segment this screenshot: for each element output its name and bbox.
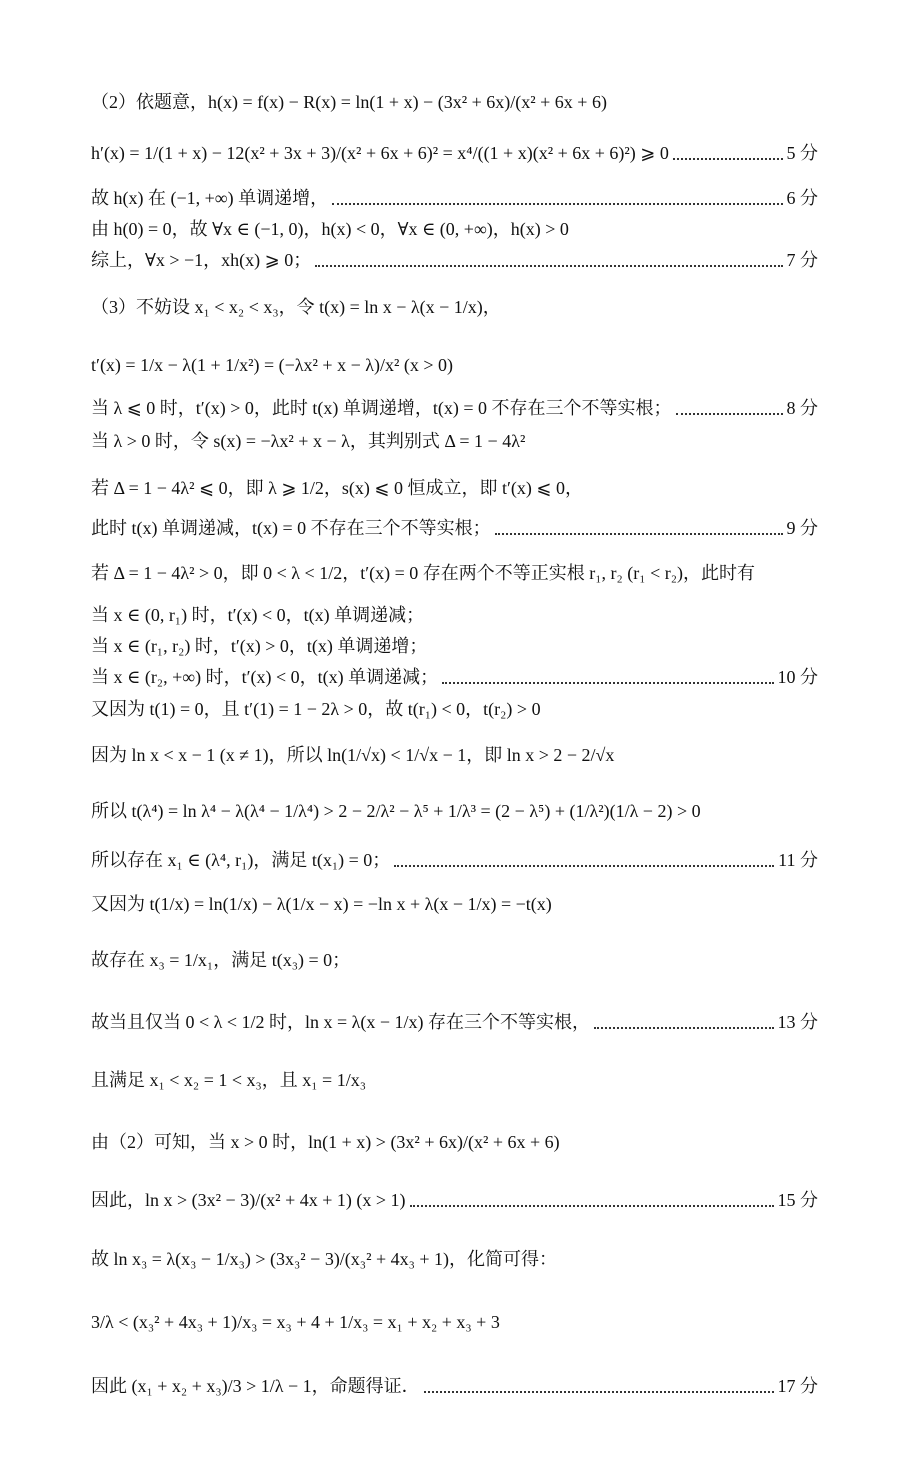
line-text: 当 λ > 0 时，令 s(x) = −λx² + x − λ，其判别式 Δ = 1 − 4λ² [91, 431, 526, 451]
line-text: 此时 t(x) 单调递减，t(x) = 0 不存在三个不等实根； [91, 518, 491, 538]
line-22 [91, 1010, 818, 1034]
line-4 [91, 217, 818, 241]
leader-dots [442, 682, 773, 684]
line-6 [91, 295, 818, 319]
line-text: 且满足 x₁ < x₂ = 1 < x₃，且 x₁ = 1/x₃ [91, 1070, 366, 1090]
line-text: 因此 (x₁ + x₂ + x₃)/3 > 1/λ − 1，命题得证． [91, 1376, 420, 1396]
line-9 [91, 429, 818, 453]
score-mark: 6 分 [786, 188, 818, 208]
line-7 [91, 353, 818, 377]
line-26 [91, 1247, 818, 1271]
line-text: 由 h(0) = 0，故 ∀x ∈ (−1, 0)，h(x) < 0，∀x ∈ (0, +∞)，h(x) > 0 [91, 219, 569, 239]
line-text: （3）不妨设 x₁ < x₂ < x₃，令 t(x) = ln x − λ(x − 1/x)， [91, 297, 501, 317]
leader-dots [424, 1391, 774, 1393]
line-text: 故 h(x) 在 (−1, +∞) 单调递增， [91, 188, 329, 208]
line-text: 当 λ ⩽ 0 时，t′(x) > 0，此时 t(x) 单调递增，t(x) = 0 不存在三个不等实根； [91, 398, 672, 418]
line-1 [91, 90, 818, 114]
line-18 [91, 799, 818, 823]
score-mark: 13 分 [777, 1012, 818, 1032]
line-text: （2）依题意，h(x) = f(x) − R(x) = ln(1 + x) − (3x² + 6x)/(x² + 6x + 6) [91, 92, 607, 112]
line-13 [91, 603, 818, 627]
leader-dots [676, 413, 783, 415]
line-text: 当 x ∈ (0, r₁) 时，t′(x) < 0，t(x) 单调递减； [91, 605, 425, 625]
line-5 [91, 248, 818, 272]
line-text: 因此，ln x > (3x² − 3)/(x² + 4x + 1) (x > 1) [91, 1190, 406, 1210]
line-16 [91, 697, 818, 721]
line-text: 又因为 t(1/x) = ln(1/x) − λ(1/x − x) = −ln x + λ(x − 1/x) = −t(x) [91, 894, 552, 914]
line-text: 综上，∀x > −1，xh(x) ⩾ 0； [91, 250, 312, 270]
score-mark: 15 分 [777, 1190, 818, 1210]
line-text: 3/λ < (x₃² + 4x₃ + 1)/x₃ = x₃ + 4 + 1/x₃ = x₁ + x₂ + x₃ + 3 [91, 1312, 500, 1332]
leader-dots [673, 158, 783, 160]
line-text: 故 ln x₃ = λ(x₃ − 1/x₃) > (3x₃² − 3)/(x₃² + 4x₃ + 1)，化简可得： [91, 1249, 558, 1269]
leader-dots [495, 533, 783, 535]
line-10 [91, 476, 818, 500]
score-mark: 8 分 [786, 398, 818, 418]
leader-dots [315, 265, 782, 267]
line-11 [91, 516, 818, 540]
line-17 [91, 743, 818, 767]
line-27 [91, 1310, 818, 1334]
line-text: 故存在 x₃ = 1/x₁，满足 t(x₃) = 0； [91, 950, 351, 970]
line-text: 若 Δ = 1 − 4λ² > 0，即 0 < λ < 1/2，t′(x) = 0 存在两个不等正实根 r₁, r₂ (r₁ < r₂)，此时有 [91, 563, 755, 583]
leader-dots [410, 1205, 774, 1207]
line-text: 又因为 t(1) = 0，且 t′(1) = 1 − 2λ > 0，故 t(r₁) < 0，t(r₂) > 0 [91, 699, 541, 719]
line-21 [91, 948, 818, 972]
line-text: t′(x) = 1/x − λ(1 + 1/x²) = (−λx² + x − λ)/x² (x > 0) [91, 355, 453, 375]
line-text: 若 Δ = 1 − 4λ² ⩽ 0，即 λ ⩾ 1/2，s(x) ⩽ 0 恒成立，即 t′(x) ⩽ 0， [91, 478, 583, 498]
line-19 [91, 848, 818, 872]
leader-dots [594, 1027, 773, 1029]
line-14 [91, 634, 818, 658]
line-15 [91, 665, 818, 689]
line-text: 所以 t(λ⁴) = ln λ⁴ − λ(λ⁴ − 1/λ⁴) > 2 − 2/λ² − λ⁵ + 1/λ³ = (2 − λ⁵) + (1/λ²)(1/λ − 2) > 0 [91, 801, 701, 821]
line-2 [91, 141, 818, 165]
line-8 [91, 396, 818, 420]
line-text: 所以存在 x₁ ∈ (λ⁴, r₁)，满足 t(x₁) = 0； [91, 850, 391, 870]
line-text: h′(x) = 1/(1 + x) − 12(x² + 3x + 3)/(x² + 6x + 6)² = x⁴/((1 + x)(x² + 6x + 6)²) ⩾ 0 [91, 143, 669, 163]
line-24 [91, 1130, 818, 1154]
line-text: 故当且仅当 0 < λ < 1/2 时，ln x = λ(x − 1/x) 存在三个不等实根， [91, 1012, 591, 1032]
leader-dots [332, 203, 782, 205]
line-3 [91, 186, 818, 210]
score-mark: 5 分 [786, 143, 818, 163]
line-25 [91, 1188, 818, 1212]
line-text: 当 x ∈ (r₁, r₂) 时，t′(x) > 0，t(x) 单调递增； [91, 636, 428, 656]
score-mark: 17 分 [777, 1376, 818, 1396]
line-20 [91, 892, 818, 916]
line-text: 因为 ln x < x − 1 (x ≠ 1)，所以 ln(1/√x) < 1/√x − 1，即 ln x > 2 − 2/√x [91, 745, 615, 765]
score-mark: 11 分 [778, 850, 818, 870]
line-12 [91, 561, 818, 585]
score-mark: 9 分 [786, 518, 818, 538]
line-28 [91, 1374, 818, 1398]
line-text: 当 x ∈ (r₂, +∞) 时，t′(x) < 0，t(x) 单调递减； [91, 667, 439, 687]
leader-dots [394, 865, 774, 867]
line-text: 由（2）可知，当 x > 0 时，ln(1 + x) > (3x² + 6x)/(x² + 6x + 6) [91, 1132, 560, 1152]
score-mark: 10 分 [777, 667, 818, 687]
score-mark: 7 分 [786, 250, 818, 270]
line-23 [91, 1068, 818, 1092]
